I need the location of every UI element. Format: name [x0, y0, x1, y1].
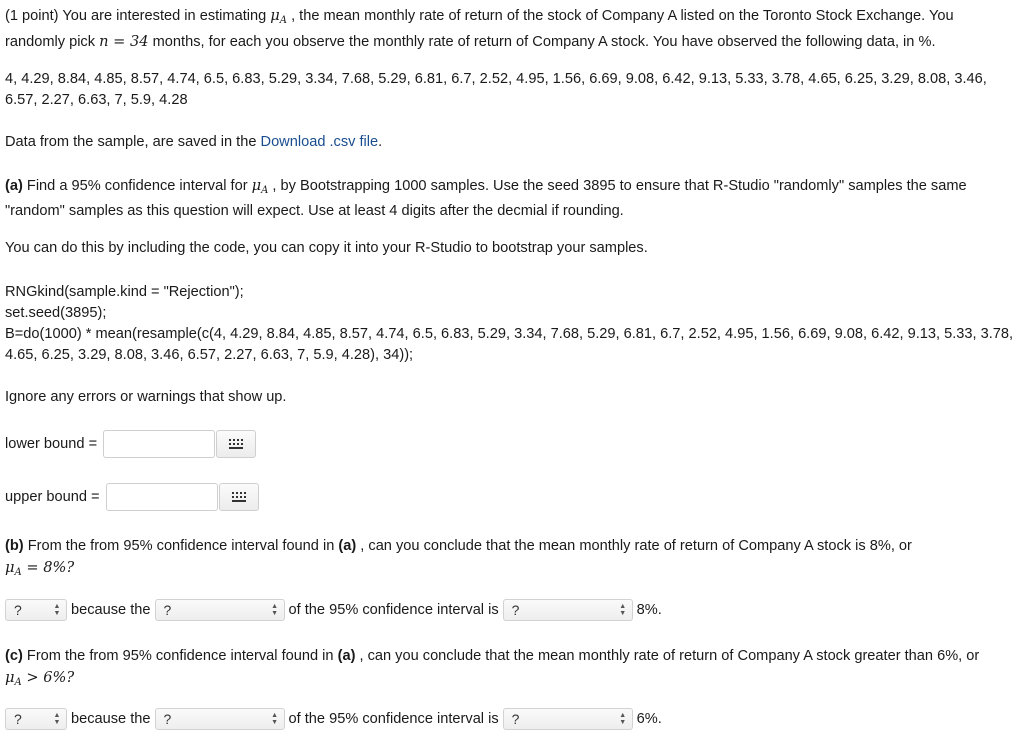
lower-bound-input[interactable]: [103, 430, 215, 458]
download-paragraph: Data from the sample, are saved in the Download .csv file.: [5, 134, 383, 150]
ignore-note: Ignore any errors or warnings that show up.: [5, 389, 287, 405]
part-c-question: (c) From the from 95% confidence interval found in (a) , can you conclude that the mean monthly rate of return of Company A stock greater than 6%, or $\mu_A > 6\%$?: [5, 648, 980, 688]
part-b-end-text: 8%.: [636, 602, 662, 618]
select-arrows-icon: ▲ ▼: [271, 712, 278, 726]
select-arrows-icon: ▲ ▼: [619, 712, 627, 726]
part-b-answer-row: [5, 599, 666, 621]
part-c-bound-select[interactable]: ? ▲ ▼: [155, 708, 285, 730]
upper-bound-input[interactable]: [106, 483, 218, 511]
part-b-question: (b) From the from 95% confidence interval found in (a) , can you conclude that the mean monthly rate of return of Company A stock is 8%, or $\mu_A = 8\%$?: [5, 538, 912, 578]
part-b-comparison-select[interactable]: ? ▲ ▼: [503, 599, 633, 621]
because-text: because the: [71, 602, 151, 618]
lower-bound-keypad-button[interactable]: [216, 430, 256, 458]
part-c-answer-row: [5, 708, 666, 730]
part-c-end-text: 6%.: [636, 711, 662, 727]
part-b-bound-select[interactable]: ? ▲ ▼: [155, 599, 285, 621]
keypad-icon: [232, 492, 246, 502]
part-b-yes-no-select[interactable]: ? ▲ ▼: [5, 599, 67, 621]
lower-bound-label: lower bound =: [5, 436, 98, 452]
upper-bound-label: upper bound =: [5, 489, 100, 505]
upper-bound-keypad-button[interactable]: [219, 483, 259, 511]
intro-text: (1 point) You are interested in estimating: [5, 8, 271, 24]
mu-a-symbol: $\mu_A$: [270, 7, 288, 26]
select-arrows-icon: ▲ ▼: [271, 603, 278, 617]
part-a-question: (a) Find a 95% confidence interval for $\mu_A$ , by Bootstrapping 1000 samples. Use the seed 3895 to ensure that R-Studio "randomly" samples the same "random" samples as this question will expect. Use at least 4 digits after the decmial if rounding.: [5, 177, 967, 219]
part-c-comparison-select[interactable]: ? ▲ ▼: [503, 708, 633, 730]
intro-paragraph: (1 point) You are interested in estimating $\mu_A$ , the mean monthly rate of return of the stock of Company A listed on the Toronto Stock Exchange. You randomly pick n = 34 months, for each you observe the monthly rate of return of Company A stock. You have observed the following data, in %.: [5, 7, 954, 50]
upper-bound-row: [5, 483, 259, 511]
part-c-label: (c): [5, 648, 23, 664]
part-b-label: (b): [5, 538, 24, 554]
n-value: 34: [130, 33, 149, 50]
of-ci-text: of the 95% confidence interval is: [288, 602, 499, 618]
data-values: 4, 4.29, 8.84, 4.85, 8.57, 4.74, 6.5, 6.83, 5.29, 3.34, 7.68, 5.29, 6.81, 6.7, 2.52, 4.95, 1.56, 6.69, 9.08, 6.42, 9.13, 5.33, 3.78, 4.65, 6.25, 3.29, 8.08, 3.46, 6.57, 2.27, 6.63, 7, 5.9, 4.28: [5, 71, 987, 108]
part-c-yes-no-select[interactable]: ? ▲ ▼: [5, 708, 67, 730]
part-a-label: (a): [5, 178, 23, 194]
lower-bound-row: [5, 430, 256, 458]
code-intro: You can do this by including the code, you can copy it into your R-Studio to bootstrap your samples.: [5, 240, 648, 256]
mu-a-symbol: $\mu_A$: [5, 559, 22, 578]
keypad-icon: [229, 439, 243, 449]
because-text: because the: [71, 711, 151, 727]
select-arrows-icon: ▲ ▼: [53, 712, 61, 726]
download-csv-link[interactable]: Download .csv file: [260, 134, 379, 150]
code-line-3: B=do(1000) * mean(resample(c(4, 4.29, 8.84, 4.85, 8.57, 4.74, 6.5, 6.83, 5.29, 3.34, 7.68, 5.29, 6.81, 6.7, 2.52, 4.95, 1.56, 6.69, 9.08, 6.42, 9.13, 5.33, 3.78, 4.65, 6.25, 3.29, 8.08, 3.46, 6.57, 2.27, 6.63, 7, 5.9, 4.28), 34));: [5, 326, 1014, 363]
of-ci-text: of the 95% confidence interval is: [288, 711, 499, 727]
code-line-2: set.seed(3895);: [5, 305, 107, 321]
n-var: n: [99, 33, 109, 50]
intro-text-3: months, for each you observe the monthly rate of return of Company A stock. You have observed the following data, in %.: [148, 34, 936, 50]
mu-a-symbol: $\mu_A$: [251, 177, 269, 196]
select-arrows-icon: ▲ ▼: [53, 603, 61, 617]
select-arrows-icon: ▲ ▼: [619, 603, 627, 617]
intro-text-2: , the mean monthly rate of return of the stock of Company A listed on the Toronto Stock Exchange. You randomly pick: [5, 8, 954, 50]
mu-a-symbol: $\mu_A$: [5, 669, 22, 688]
code-line-1: RNGkind(sample.kind = "Rejection");: [5, 284, 244, 300]
